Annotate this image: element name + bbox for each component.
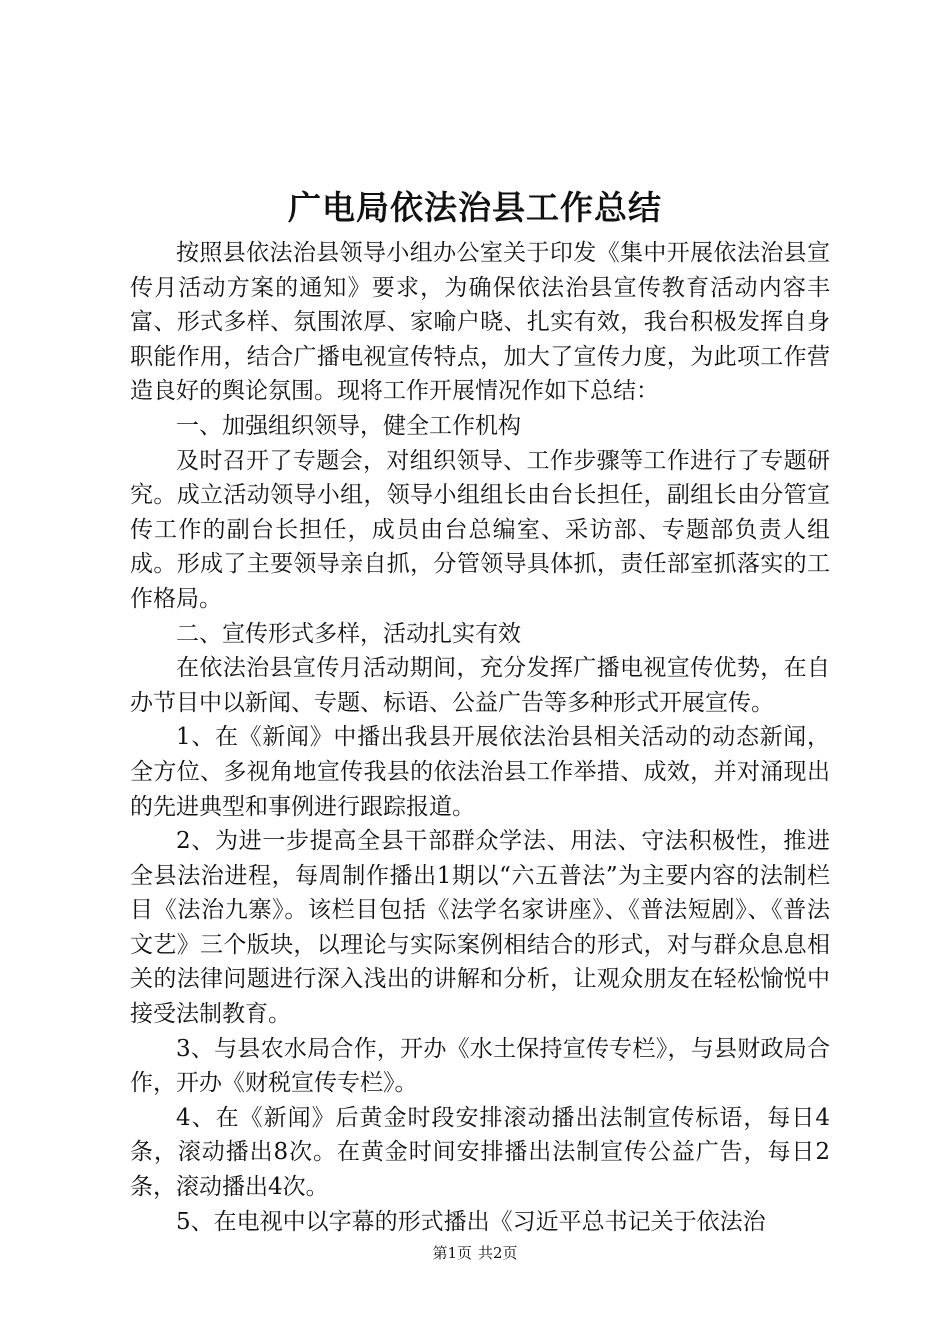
- list-item-5: 5、在电视中以字幕的形式播出《习近平总书记关于依法治: [176, 1208, 766, 1235]
- paragraph-intro: 按照县依法治县领导小组办公室关于印发《集中开展依法治县宣传月活动方案的通知》要求，为确保依法治县宣传教育活动内容丰富、形式多样、氛围浓厚、家喻户晓、扎实有效，我台积极发挥自身职能作用，结合广播电视宣传特点，加大了宣传力度，为此项工作营造良好的舆论氛围。现将工作开展情况作如下总结：: [130, 240, 830, 405]
- page-number: 第1页: [432, 1244, 472, 1262]
- document-title: 广电局依法治县工作总结: [288, 188, 662, 227]
- section-heading-2: 二、宣传形式多样，活动扎实有效: [176, 620, 521, 647]
- list-item-4: 4、在《新闻》后黄金时段安排滚动播出法制宣传标语，每日4条，滚动播出8次。在黄金时间安排播出法制宣传公益广告，每日2条，滚动播出4次。: [130, 1104, 830, 1201]
- page-footer: [0, 1242, 950, 1264]
- list-item-2: 2、为进一步提高全县干部群众学法、用法、守法积极性，推进全县法治进程，每周制作播出1期以“六五普法”为主要内容的法制栏目《法治九寨》。该栏目包括《法学名家讲座》、《普法短剧》、《普法文艺》三个版块，以理论与实际案例相结合的形式，对与群众息息相关的法律问题进行深入浅出的讲解和分析，让观众朋友在轻松愉悦中接受法制教育。: [130, 828, 830, 1028]
- paragraph-organization: 及时召开了专题会，对组织领导、工作步骤等工作进行了专题研究。成立活动领导小组，领导小组组长由台长担任，副组长由分管宣传工作的副台长担任，成员由台总编室、采访部、专题部负责人组成。形成了主要领导亲自抓，分管领导具体抓，责任部室抓落实的工作格局。: [130, 447, 830, 612]
- section-heading-1: 一、加强组织领导，健全工作机构: [176, 412, 521, 439]
- list-item-1: 1、在《新闻》中播出我县开展依法治县相关活动的动态新闻，全方位、多视角地宣传我县的依法治县工作举措、成效，并对涌现出的先进典型和事例进行跟踪报道。: [130, 724, 830, 820]
- page-total: 共2页: [478, 1244, 518, 1262]
- list-item-3: 3、与县农水局合作，开办《水土保持宣传专栏》，与县财政局合作，开办《财税宣传专栏》。: [130, 1035, 830, 1097]
- document-body: [130, 236, 830, 1239]
- paragraph-publicity: 在依法治县宣传月活动期间，充分发挥广播电视宣传优势，在自办节目中以新闻、专题、标语、公益广告等多种形式开展宣传。: [130, 655, 830, 716]
